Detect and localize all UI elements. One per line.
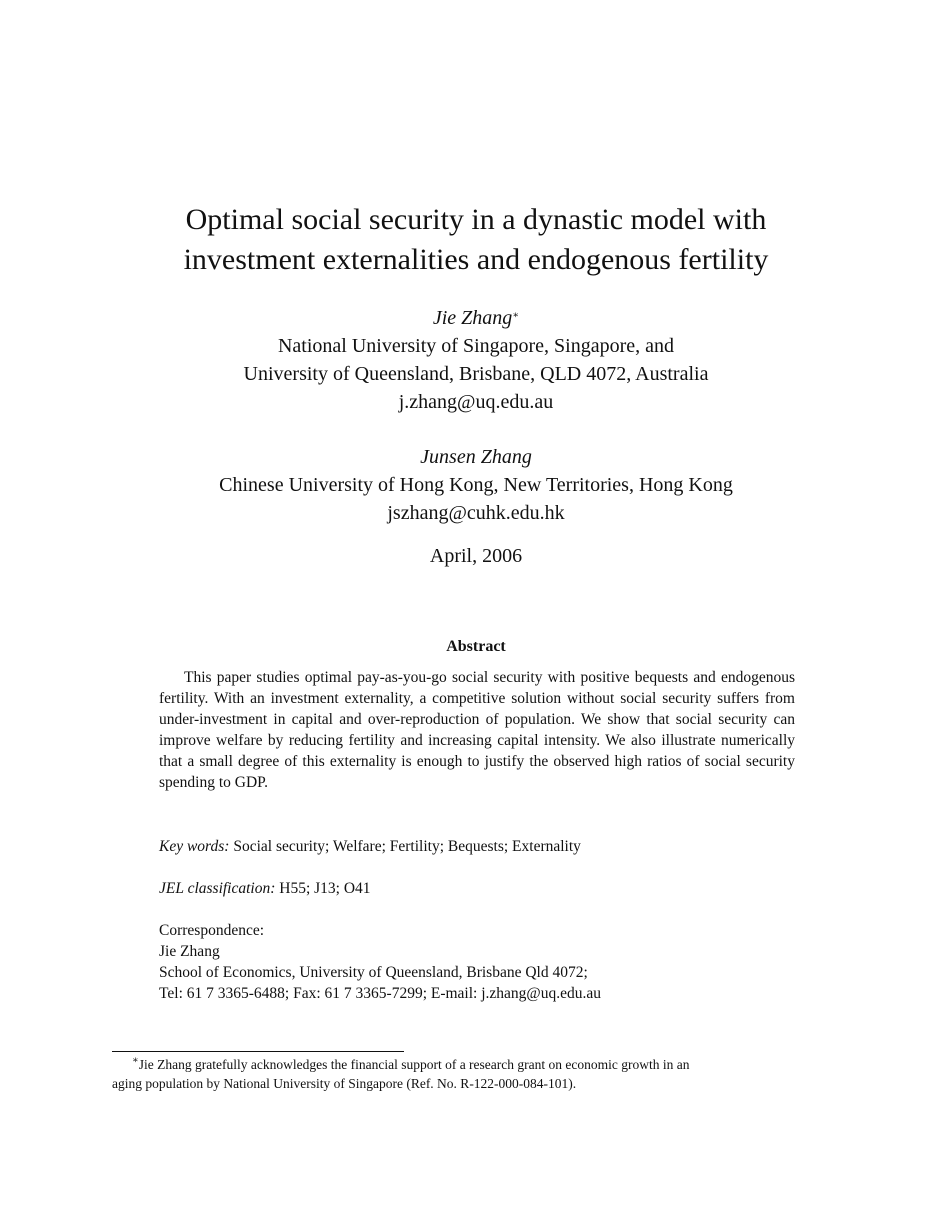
keywords-value: Social security; Welfare; Fertility; Bequests; Externality — [229, 838, 581, 855]
keywords-label: Key words: — [159, 838, 230, 855]
jel-value: H55; J13; O41 — [275, 880, 371, 897]
correspondence-address: School of Economics, University of Queensland, Brisbane Qld 4072; — [159, 964, 588, 981]
jel-label: JEL classification: — [159, 880, 276, 897]
abstract-text: This paper studies optimal pay-as-you-go social security with positive bequests and endogenous fertility. With an investment externality, a competitive solution without social security suffers from under-investment in capital and over-reproduction of population. We show that social security can improve welfare by reducing fertility and increasing capital intensity. We also illustrate numerically that a small degree of this externality is enough to justify the observed high ratios of social security spending to GDP. — [159, 669, 795, 791]
footnote-rule — [112, 1051, 404, 1052]
author-name-1: Jie Zhang∗ — [432, 307, 520, 329]
title-line-1: Optimal social security in a dynastic model with — [185, 203, 767, 236]
footnote-line-2: aging population by National University of Singapore (Ref. No. R-122-000-084-101). — [112, 1076, 577, 1091]
correspondence-label: Correspondence: — [159, 922, 265, 939]
abstract-heading: Abstract — [446, 638, 506, 655]
author-email-2: jszhang@cuhk.edu.hk — [387, 502, 565, 524]
correspondence-contact: Tel: 61 7 3365-6488; Fax: 61 7 3365-7299; E-mail: j.zhang@uq.edu.au — [159, 985, 601, 1002]
author-name-2: Junsen Zhang — [420, 446, 532, 468]
abstract-body — [159, 667, 795, 793]
paper-date: April, 2006 — [429, 545, 523, 567]
footnote-marker: ∗ — [132, 1055, 139, 1066]
author-email-1: j.zhang@uq.edu.au — [398, 391, 554, 413]
paper-title — [0, 200, 952, 280]
jel-classification — [159, 878, 839, 899]
correspondence — [159, 920, 839, 1004]
keywords — [159, 836, 839, 857]
footnote-line-1: ∗Jie Zhang gratefully acknowledges the financial support of a research grant on economic growth in an — [132, 1055, 690, 1072]
correspondence-name: Jie Zhang — [159, 943, 220, 960]
author-affiliation-1b: University of Queensland, Brisbane, QLD 4072, Australia — [243, 363, 709, 385]
author-block-1 — [0, 304, 952, 416]
footnote — [112, 1055, 842, 1093]
author-affiliation-1a: National University of Singapore, Singapore, and — [277, 335, 675, 357]
author-block-2 — [0, 443, 952, 527]
title-line-2: investment externalities and endogenous fertility — [183, 243, 769, 276]
footnote-marker: ∗ — [512, 310, 520, 321]
author-affiliation-2: Chinese University of Hong Kong, New Territories, Hong Kong — [219, 474, 733, 496]
